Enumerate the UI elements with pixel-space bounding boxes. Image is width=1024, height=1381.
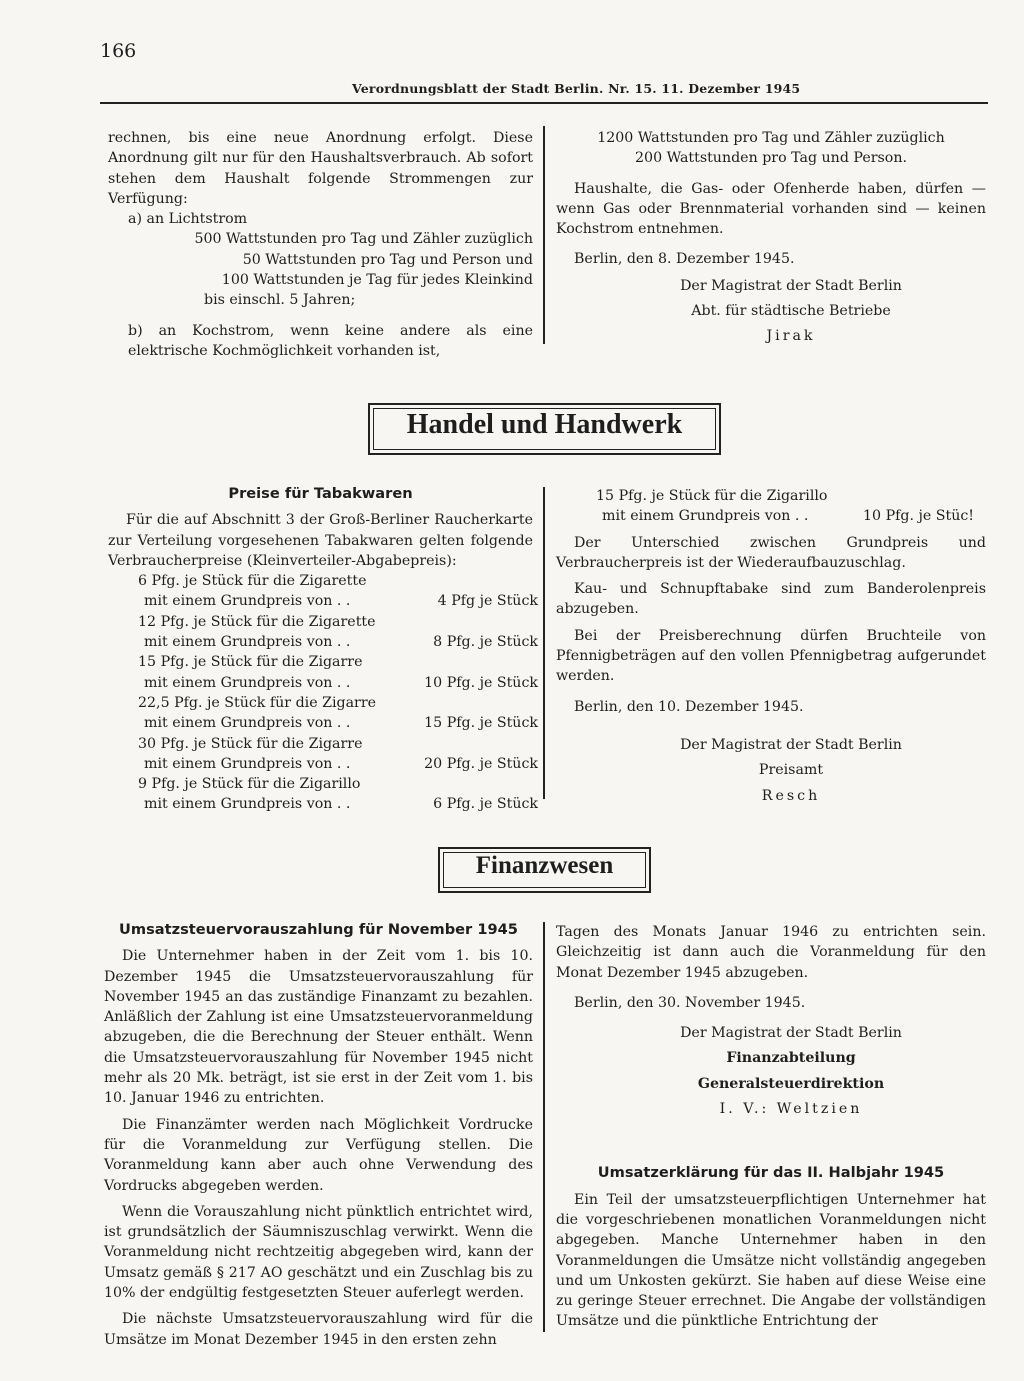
paragraph: Die Unternehmer haben in der Zeit vom 1. bis 10. Dezember 1945 die Umsatzsteuervorauszahlung für November 1945 an das zuständige Finanzamt zu bezahlen. Anläßlich der Zahlung ist eine Umsatzsteuervoranmeldung abzugeben, die die Berechnung der Steuer enthält. Wenn die Umsatzsteuervorauszahlung für November 1945 nicht mehr als 20 Mk. beträgt, ist sie erst in der Zeit vom 1. bis 10. Januar 1946 zu entrichten. (104, 948, 533, 1107)
list-item: bis einschl. 5 Jahren; (204, 292, 356, 309)
signature-name: Jirak (766, 328, 816, 345)
section3-left-column (104, 920, 533, 1350)
price-entry (138, 571, 538, 612)
list-item: b) an Kochstrom, wenn keine andere als eine elektrische Kochmöglichkeit vorhanden ist, (128, 322, 533, 359)
column-divider (543, 126, 545, 344)
paragraph: Die Finanzämter werden nach Möglichkeit Vordrucke für die Voranmeldung zur Verfügung stellen. Die Voranmeldung kann aber auch ohne Verwendung des Vordrucks abgegeben werden. (104, 1116, 533, 1194)
section2-left-column (108, 484, 538, 815)
section2-right-column (556, 486, 986, 806)
signature-authority: Der Magistrat der Stadt Berlin (680, 736, 902, 753)
date-line: Berlin, den 30. November 1945. (574, 994, 806, 1011)
signature-name: I. V.: Weltzien (719, 1101, 863, 1118)
price-line: mit einem Grundpreis von . . (144, 674, 351, 691)
list-item: 50 Wattstunden pro Tag und Person und (242, 251, 533, 268)
price-entry (138, 612, 538, 653)
price-line: 6 Pfg. je Stück für die Zigarette (138, 573, 367, 590)
list-item: 1200 Wattstunden pro Tag und Zähler zuzüglich (597, 130, 945, 146)
price-line: mit einem Grundpreis von . . (144, 796, 351, 813)
paragraph: Die nächste Umsatzsteuervorauszahlung wird für die Umsätze im Monat Dezember 1945 in den ersten zehn (104, 1311, 533, 1348)
price-line: mit einem Grundpreis von . . (144, 593, 351, 610)
price-entry (138, 774, 538, 815)
signature-authority: Der Magistrat der Stadt Berlin (680, 1025, 902, 1042)
paragraph: Tagen des Monats Januar 1946 zu entrichten sein. Gleichzeitig ist dann auch die Voranmeldung für den Monat Dezember 1945 abzugeben. (556, 924, 986, 981)
running-title: Verordnungsblatt der Stadt Berlin. Nr. 15. 11. Dezember 1945 (352, 81, 801, 96)
header-rule (100, 102, 988, 104)
section3-right-column (556, 922, 986, 1332)
price-line: mit einem Grundpreis von . . (602, 508, 809, 525)
section1-right-column (556, 128, 986, 347)
paragraph: Kau- und Schnupftabake sind zum Banderolenpreis abzugeben. (556, 581, 986, 618)
price-base: 10 Pfg. je Stück (424, 674, 538, 691)
price-entry (556, 486, 974, 527)
price-line: 15 Pfg. je Stück für die Zigarillo (596, 488, 828, 504)
section1-left-column (108, 128, 533, 361)
price-line: mit einem Grundpreis von . . (144, 755, 351, 772)
price-base: 10 Pfg. je Stüc! (863, 508, 974, 525)
price-base: 4 Pfg je Stück (437, 593, 538, 610)
paragraph: Der Unterschied zwischen Grundpreis und Verbraucherpreis ist der Wiederaufbauzuschlag. (556, 534, 986, 571)
article-title: Umsatzsteuervorauszahlung für November 1945 (119, 921, 518, 938)
list-item: a) an Lichtstrom (128, 211, 248, 228)
date-line: Berlin, den 10. Dezember 1945. (574, 698, 804, 715)
price-base: 6 Pfg. je Stück (433, 796, 538, 813)
price-base: 15 Pfg. je Stück (424, 715, 538, 732)
paragraph: Ein Teil der umsatzsteuerpflichtigen Unternehmer hat die vorgeschriebenen monatlichen Voranmeldungen nicht abgegeben. Manche Unternehmer haben in den Voranmeldungen die Umsätze nicht vollständig angegeben und um Unkosten gekürzt. Sie haben auf diese Weise eine zu geringe Steuer errechnet. Die Angabe der vollständigen Umsätze und die pünktliche Entrichtung der (556, 1191, 986, 1330)
page-number: 166 (100, 40, 137, 62)
signature-office: Generalsteuerdirektion (697, 1075, 885, 1092)
list-item: 100 Wattstunden je Tag für jedes Kleinkind (221, 272, 533, 289)
paragraph: Wenn die Vorauszahlung nicht pünktlich entrichtet wird, ist grundsätzlich der Säumniszuschlag verwirkt. Wenn die Voranmeldung nicht rechtzeitig abgegeben wird, kann der Umsatz gemäß § 217 AO geschätzt und ein Zuschlag bis zu 10% der endgültig festgesetzten Steuer auferlegt werden. (104, 1203, 533, 1302)
price-entry (138, 652, 538, 693)
paragraph: Haushalte, die Gas- oder Ofenherde haben, dürfen — wenn Gas oder Brennmaterial vorhanden sind — keinen Kochstrom entnehmen. (556, 180, 986, 238)
price-line: 30 Pfg. je Stück für die Zigarre (138, 735, 363, 752)
paragraph: Für die auf Abschnitt 3 der Groß-Berliner Raucherkarte zur Verteilung vorgesehenen Tabakwaren gelten folgende Verbraucherpreise (Kleinverteiler-Abgabepreis): (108, 512, 533, 569)
article-title: Preise für Tabakwaren (228, 485, 413, 502)
price-base: 8 Pfg. je Stück (433, 634, 538, 651)
article-title: Umsatzerklärung für das II. Halbjahr 1945 (597, 1164, 945, 1182)
list-item: 500 Wattstunden pro Tag und Zähler zuzüglich (194, 231, 533, 248)
price-line: mit einem Grundpreis von . . (144, 715, 351, 732)
price-line: 22,5 Pfg. je Stück für die Zigarre (138, 694, 377, 711)
price-line: mit einem Grundpreis von . . (144, 634, 351, 651)
price-entry (138, 693, 538, 734)
section-heading-finanz: Finanzwesen (438, 847, 651, 893)
signature-department: Preisamt (758, 762, 824, 779)
column-divider (543, 487, 545, 799)
price-line: 9 Pfg. je Stück für die Zigarillo (138, 776, 361, 793)
signature-department: Abt. für städtische Betriebe (691, 303, 891, 320)
price-entry (138, 734, 538, 775)
column-divider (543, 922, 545, 1332)
price-list (108, 571, 538, 815)
signature-name: Resch (761, 787, 821, 804)
signature-department: Finanzabteilung (726, 1050, 856, 1067)
signature-authority: Der Magistrat der Stadt Berlin (680, 277, 902, 294)
paragraph: rechnen, bis eine neue Anordnung erfolgt. Diese Anordnung gilt nur für den Haushaltsverbrauch. Ab sofort stehen dem Haushalt folgende Strommengen zur Verfügung: (108, 130, 533, 207)
paragraph: Bei der Preisberechnung dürfen Bruchteile von Pfennigbeträgen auf den vollen Pfennigbetrag aufgerundet werden. (556, 627, 986, 685)
price-line: 12 Pfg. je Stück für die Zigarette (138, 613, 376, 630)
price-base: 20 Pfg. je Stück (424, 755, 538, 772)
price-line: 15 Pfg. je Stück für die Zigarre (138, 654, 363, 671)
section-heading-handel: Handel und Handwerk (368, 403, 721, 455)
list-item: 200 Wattstunden pro Tag und Person. (635, 150, 907, 167)
date-line: Berlin, den 8. Dezember 1945. (574, 251, 795, 268)
